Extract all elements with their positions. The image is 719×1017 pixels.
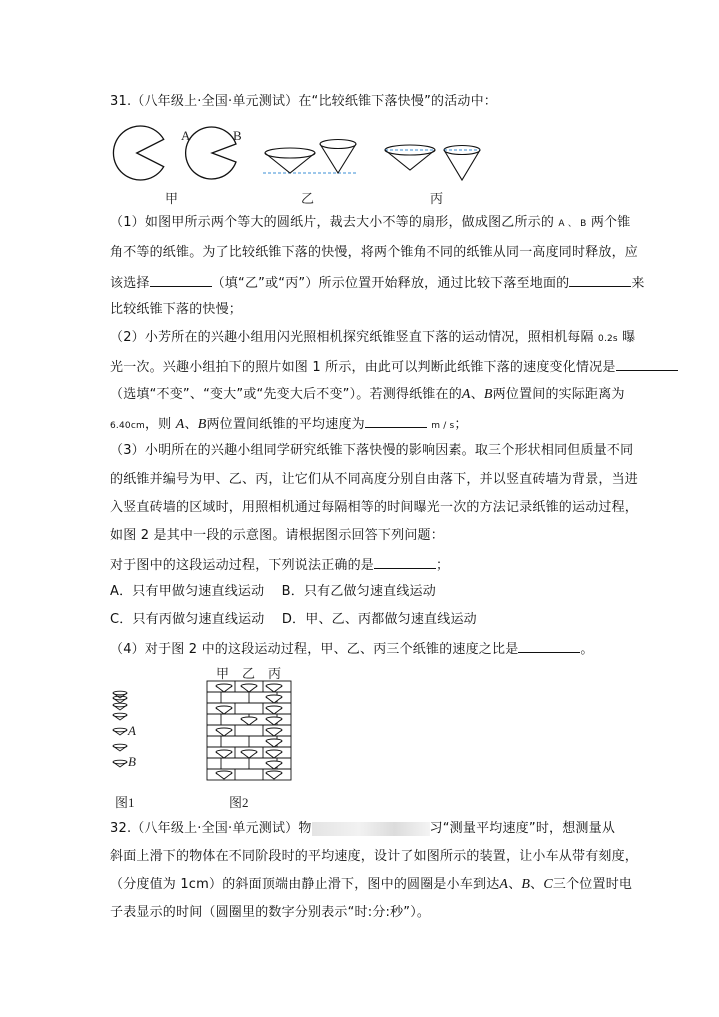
fig-label-jia: 甲 — [165, 191, 179, 206]
q32-line2: 斜面上滑下的物体在不同阶段时的平均速度，设计了如图所示的装置，让小车从带有刻度， — [110, 849, 639, 864]
answer-blank — [616, 357, 678, 371]
fig2-header-yi: 乙 — [242, 666, 256, 681]
q31-p3-line3: 入竖直砖墙的区域时，用照相机通过每隔相等的时间曝光一次的方法记录纸锥的运动过程， — [110, 500, 639, 515]
q31-p1-line2: 角不等的纸锥。为了比较纸锥下落的快慢，将两个锥角不同的纸锥从同一高度同时释放，应 — [110, 245, 639, 260]
fig1-label-b: B — [128, 754, 136, 769]
option-a: A．只有甲做匀速直线运动 — [110, 584, 265, 599]
figure1-cones — [113, 691, 127, 767]
option-d: D．甲、乙、丙都做匀速直线运动 — [281, 612, 477, 627]
fig2-header-jia: 甲 — [216, 666, 230, 681]
circle-paper-large-cut — [186, 127, 236, 179]
fig1-caption: 图1 — [115, 795, 135, 810]
q31-p2-line4: 6.40cm，则 A、B两位置间纸锥的平均速度为 m / s； — [110, 414, 468, 435]
cone-label-b: B — [233, 128, 242, 143]
fig-label-yi: 乙 — [301, 191, 315, 206]
q31-p3-line2: 的纸锥并编号为甲、乙、丙，让它们从不同高度分别自由落下，并以竖直砖墙为背景，当进 — [110, 472, 639, 487]
q31-title: 31.（八年级上·全国·单元测试）在“比较纸锥下落快慢”的活动中： — [110, 94, 498, 109]
q31-p3-line1: （3）小明所在的兴趣小组同学研究纸锥下落快慢的影响因素。取三个形状相同但质量不同 — [110, 443, 634, 458]
answer-blank — [518, 639, 580, 653]
blurred-region — [312, 822, 430, 836]
option-c: C．只有丙做匀速直线运动 — [110, 612, 265, 627]
q31-p2-line2: 光一次。兴趣小组拍下的照片如图 1 所示，由此可以判断此纸锥下落的速度变化情况是 — [110, 357, 678, 377]
answer-blank — [150, 273, 212, 287]
cone-label-a: A — [181, 128, 191, 143]
q31-options-ab — [110, 583, 436, 601]
q31-p3-line5: 对于图中的这段运动过程，下列说法正确的是 ； — [110, 555, 449, 575]
fig-label-bing: 丙 — [430, 191, 444, 206]
answer-blank — [569, 273, 631, 287]
q31-p1-line3: 该选择 （填“乙”或“丙”）所示位置开始释放，通过比较下落至地面的 来 — [110, 273, 645, 293]
q32-line3: （分度值为 1cm）的斜面顶端由静止滑下，图中的圆圈是小车到达A、B、C三个位置时电 — [110, 877, 633, 892]
q31-options-cd — [110, 611, 477, 629]
q32-line1: 32.（八年级上·全国·单元测试）物 习“测量平均速度”时，想测量从 — [110, 821, 616, 836]
answer-blank — [365, 414, 427, 428]
q31-p2-line1: （2）小芳所在的兴趣小组用闪光照相机探究纸锥竖直下落的运动情况，照相机每隔 0.2s 曝 — [110, 330, 636, 345]
option-b: B．只有乙做匀速直线运动 — [281, 584, 436, 599]
fig2-header-bing: 丙 — [268, 666, 282, 681]
q31-p3-line4: 如图 2 是其中一段的示意图。请根据图示回答下列问题： — [110, 528, 444, 543]
q31-p1-line4: 比较纸锥下落的快慢； — [110, 302, 243, 317]
q31-p2-line3: （选填“不变”、“变大”或“先变大后不变”）。若测得纸锥在的A、B两位置间的实际距离为 — [110, 387, 625, 402]
q31-p1-line1: （1）如图甲所示两个等大的圆纸片，裁去大小不等的扇形，做成图乙所示的 A 、 B 两个锥 — [110, 215, 631, 230]
circle-paper-small-cut — [113, 126, 163, 180]
answer-blank — [374, 555, 436, 569]
q31-p4-line1: （4）对于图 2 中的这段运动过程，甲、乙、丙三个纸锥的速度之比是 。 — [110, 639, 594, 659]
fig2-caption: 图2 — [229, 795, 249, 810]
q32-line4: 子表显示的时间（圆圈里的数字分别表示“时:分:秒”）。 — [110, 905, 431, 920]
fig1-label-a: A — [128, 723, 136, 738]
